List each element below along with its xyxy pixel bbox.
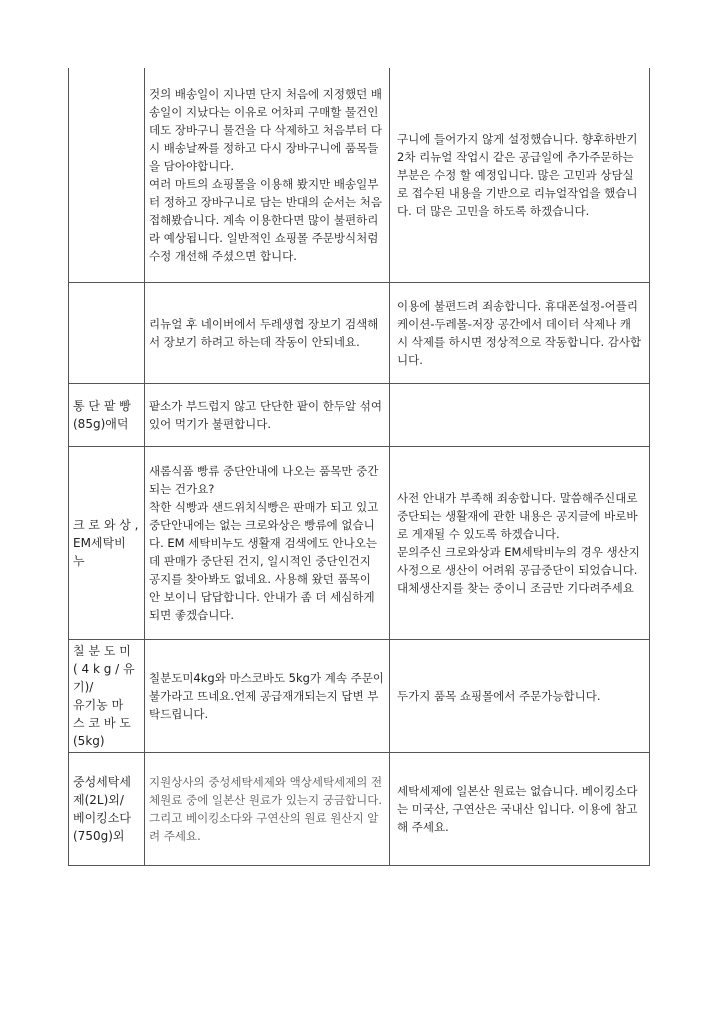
inquiry-cell — [145, 640, 390, 752]
inquiry-text: 지원상사의 중성세탁세제와 액상세탁세제의 전체원료 중에 일본산 원료가 있는지 궁금합니다. 그리고 베이킹소다와 구연산의 원료 원산지 알려 주세요. — [149, 775, 383, 843]
table-row — [68, 447, 650, 640]
product-cell — [69, 68, 145, 282]
product-cell — [69, 447, 145, 639]
answer-cell — [390, 447, 649, 639]
table-row — [68, 640, 650, 753]
product-cell — [69, 283, 145, 383]
inquiry-cell — [145, 753, 390, 865]
answer-text: 사전 안내가 부족해 죄송합니다. 말씀해주신대로 중단되는 생활재에 관한 내용은 공지글에 바로바로 게재될 수 있도록 하겠습니다. 문의주신 크로와상과 EM세탁비누의 경우 생산지사정으로 생산이 어려워 공급중단이 되었습니다. 대체생산지를 찾는 중이니 조금만 기다려주세요 — [397, 491, 640, 595]
answer-text: 세탁세제에 일본산 원료는 없습니다. 베이킹소다는 미국산, 구연산은 국내산 입니다. 이용에 참고해 주세요. — [397, 784, 638, 834]
table-row — [68, 68, 650, 283]
product-name: 통 단 팥 빵 (85g)애덕 — [73, 399, 131, 431]
answer-cell — [390, 753, 649, 865]
inquiry-cell — [145, 384, 390, 446]
inquiry-text: 칠분도미4kg와 마스코바도 5kg가 계속 주문이 불가라고 뜨네요.언제 공급재개되는지 답변 부탁드립니다. — [149, 671, 384, 721]
answer-cell — [390, 283, 649, 383]
answer-text: 이용에 불편드려 죄송합니다. 휴대폰설정-어플리케이션-두레몰-저장 공간에서 데이터 삭제나 캐시 삭제를 하시면 정상적으로 작동합니다. 감사합니다. — [397, 299, 642, 367]
answer-cell — [390, 68, 649, 282]
inquiry-text: 리뉴얼 후 네이버에서 두레생협 장보기 검색해서 장보기 하려고 하는데 작동이 안되네요. — [149, 317, 379, 349]
answer-cell — [390, 384, 649, 446]
answer-text: 구니에 들어가지 않게 설정했습니다. 향후하반기 2차 리뉴얼 작업시 같은 공급일에 추가주문하는 부분은 수정 할 예정입니다. 많은 고민과 상담실로 접수된 내용을 기반으로 리뉴얼작업을 했습니다. 더 많은 고민을 하도록 하겠습니다. — [397, 132, 638, 218]
product-cell — [69, 384, 145, 446]
table-row — [68, 283, 650, 384]
inquiry-cell — [145, 68, 390, 282]
product-name: 칠 분 도 미 ( 4 k g / 유 기)/ 유기농 마 스 코 바 도 (5kg) — [73, 644, 135, 748]
answer-cell — [390, 640, 649, 752]
answer-text: 두가지 품목 쇼핑몰에서 주문가능합니다. — [397, 689, 601, 703]
product-cell — [69, 640, 145, 752]
qa-table — [68, 68, 650, 866]
inquiry-text: 새롬식품 빵류 중단안내에 나오는 품목만 중간되는 건가요? 착한 식빵과 샌드위치식빵은 판매가 되고 있고 중단안내에는 없는 크로와상은 빵류에 없습니다. EM 세탁비누도 생활재 검색에도 안나오는데 판매가 중단된 건지, 일시적인 중단인건지 공지를 찾아봐도 없네요. 사용해 왔던 품목이 안 보이니 답답합니다. 안내가 좀 더 세심하게 되면 좋겠습니다. — [149, 464, 379, 622]
product-name: 중성세탁세 제(2L)외/ 베이킹소다 (750g)외 — [73, 775, 131, 843]
table-row — [68, 384, 650, 447]
table-row — [68, 753, 650, 866]
product-cell — [69, 753, 145, 865]
inquiry-text: 팥소가 부드럽지 않고 단단한 팥이 한두알 섞여있어 먹기가 불편합니다. — [149, 399, 383, 431]
inquiry-cell — [145, 283, 390, 383]
product-name: 크 로 와 상 , EM세탁비 누 — [73, 518, 139, 568]
inquiry-text: 것의 배송일이 지나면 단지 처음에 지정했던 배송일이 지났다는 이유로 어차피 구매할 물건인데도 장바구니 물건을 다 삭제하고 처음부터 다시 배송날짜를 정하고 다시 장바구니에 품목들을 담아야합니다. 여러 마트의 쇼핑몰을 이용해 봤지만 배송일부터 정하고 장바구니로 담는 반대의 순서는 처음 접해봤습니다. 계속 이용한다면 많이 불편하리라 예상됩니다. 일반적인 쇼핑몰 주문방식처럼 수정 개선해 주셨으면 합니다. — [149, 87, 383, 263]
inquiry-cell — [145, 447, 390, 639]
